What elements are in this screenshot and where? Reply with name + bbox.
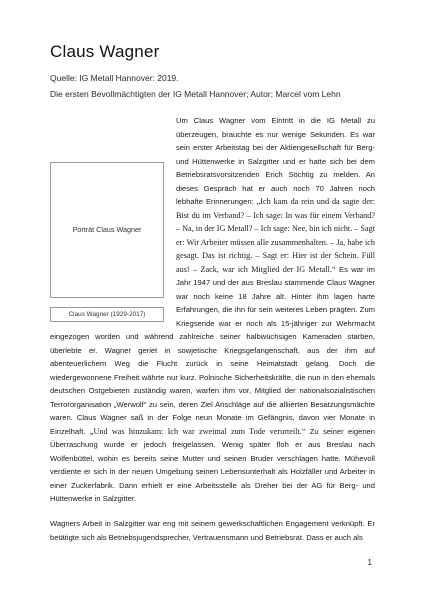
paragraph-1-outro: Zu seiner eigenen Überraschung wurde er jedoch freigelassen. Wenig später floh er aus Breslau nach Wolfenbüttel, wohin es bereits seine Mutter und seinen Bruder verschlagen hatte. Mühevoll verdiente er sich in der neuen Umgebung seinen Lebensunterhalt als Holzfäller und Arbeiter in einer Zuckerfabrik. Dann erhielt er eine Arbeitsstelle als Dreher bei der AG für Berg- und Hüttenwerke in Salzgitter. bbox=[50, 426, 375, 503]
quote-membership: „Ich kam da rein und da sagte der: Bist du im Verband? – Ich sage: In was für einem Verband? – Na, in der IG Metall? – Ich sage: Nee, bin ich nicht. – Sagt er: Wir Arbeiter müssen alle zusammenhalten. – Ja, habe ich gesagt. Das ist richtig. – Sagt er: Hier ist der Schein. Füll aus! – Zack, war ich Mitglied der IG Metall.“ bbox=[176, 197, 376, 274]
paragraph-1-intro: Um Claus Wagner vom Eintritt in die IG Metall zu überzeugen, brauchte es nur wenige Sekunden. Es war sein erster Arbeitstag bei der Aktiengesellschaft für Berg- und Hüttenwerke in Salzgitter und er hatte sich bei dem Betriebsratsvorsitzenden Erich Söchtig zu melden. An dieses Gespräch hat er auch noch 70 Jahren noch lebhafte Erinnerungen: bbox=[176, 116, 375, 206]
portrait-image-placeholder: Porträt Claus Wagner bbox=[50, 162, 164, 298]
paragraph-1-middle: Es war im Jahr 1947 und der aus Breslau stammende Claus Wagner war noch keine 18 Jahre alt. Hinter ihm lagen harte Erfahrungen, die ihn für sein weiteres Leben prägten. Zum Kriegsende war er noch als 15-jähriger zur Wehrmacht eingezogen worden und während zahlreiche seiner halbwüchsigen Kameraden starben, überlebte er. Wagner geriet in sowjetische Kriegsgefangenschaft, aus der ihm auf abenteuerlichem Weg die Flucht zurück in seine Heimatstadt gelang. Doch die wiedergewonnene Freiheit währte nur kurz. Polnische Sicherheitskräfte, die nun in den ehemals deutschen Ostgebieten zuständig waren, warfen ihm vor, Mitglied der nationalsozialistischen Terrororganisation „Werwolf“ zu sein, deren Ziel Anschläge auf die alliierten Besatzungsmächte waren. Claus Wagner saß in der Folge neun Monate im Gefängnis, davon vier Monate in Einzelhaft. bbox=[50, 264, 375, 436]
body-paragraph-2: Wagners Arbeit in Salzgitter war eng mit seinem gewerkschaftlichen Engagement verknüpft. Er betätigte sich als Betriebsjugendsprecher, Vertrauensmann und Betriebsrat. Dass er auch als bbox=[50, 519, 375, 542]
body-paragraph-1 bbox=[50, 114, 375, 506]
subtitle-line: Die ersten Bevollmächtigten der IG Metall Hannover; Autor: Marcel vom Lehn bbox=[50, 89, 341, 99]
source-line: Quelle: IG Metall Hannover: 2019. bbox=[50, 73, 179, 83]
portrait-figure bbox=[50, 162, 164, 322]
portrait-caption: Claus Wagner (1929-2017) bbox=[50, 307, 164, 322]
page-number: 1 bbox=[367, 558, 372, 567]
quote-death-sentence: „Und was hinzukam: Ich war zweimal zum Tode verurteilt.“ bbox=[89, 426, 306, 436]
document-title: Claus Wagner bbox=[50, 42, 160, 61]
